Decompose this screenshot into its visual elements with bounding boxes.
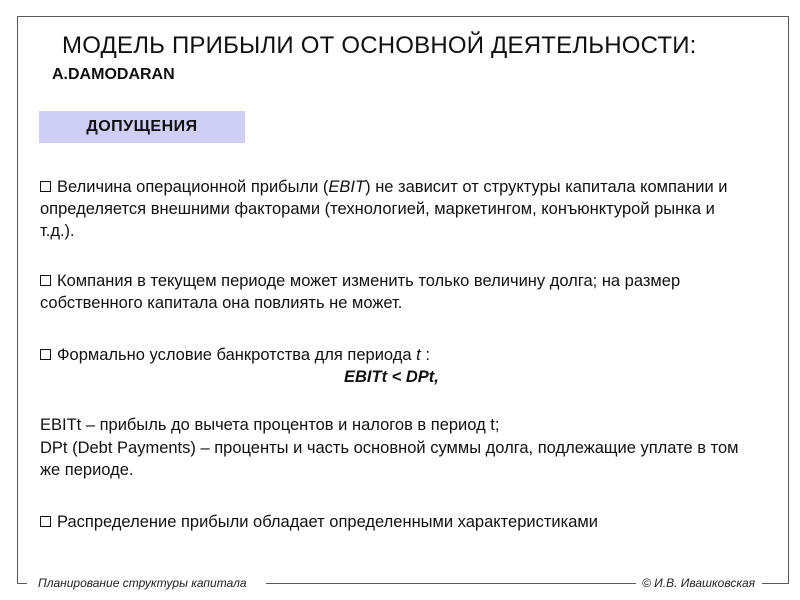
assumption-1-text-after: ) не зависит от структуры капитала компании и определяется внешними факторами (технологией, маркетингом, конъюнктурой рынка и т.д.). [40,178,728,240]
section-header-label: ДОПУЩЕНИЯ [86,118,198,135]
frame-line-right [788,16,789,584]
frame-line-bottom-middle [266,583,636,584]
assumption-1-text-before: Величина операционной прибыли ( [57,178,329,196]
definition-dpt: DPt (Debt Payments) – проценты и часть основной суммы долга, подлежащие уплате в том же периоде. [40,439,739,479]
checkbox-icon [40,275,51,286]
assumption-3-text-before: Формально условие банкротства для периода [57,346,417,364]
assumption-2 [40,270,740,314]
frame-line-left [17,16,18,584]
frame-line-top [17,16,789,17]
assumption-3-text-after: : [420,346,430,364]
assumption-1-ebit: EBIT [328,178,366,196]
frame-line-bottom-right [762,583,789,584]
assumption-3 [40,344,740,366]
assumption-4-text: Распределение прибыли обладает определенными характеристиками [57,513,598,531]
checkbox-icon [40,516,51,527]
definition-ebitt: EBITt – прибыль до вычета процентов и налогов в период t; [40,416,500,434]
footer-course-title: Планирование структуры капитала [38,576,247,590]
assumption-1 [40,176,740,242]
footer-copyright: © И.В. Ивашковская [642,576,756,590]
checkbox-icon [40,349,51,360]
slide-author: A.DAMODARAN [52,66,175,83]
bankruptcy-formula: EBITt < DPt, [344,368,439,386]
assumption-4 [40,511,740,533]
frame-line-bottom-left [17,583,27,584]
assumption-3-period-t: t [416,346,421,364]
assumption-2-text: Компания в текущем периоде может изменить только величину долга; на размер собственного капитала она повлиять не может. [40,272,681,312]
section-header-box [39,111,245,143]
slide-title: МОДЕЛЬ ПРИБЫЛИ ОТ ОСНОВНОЙ ДЕЯТЕЛЬНОСТИ: [62,32,697,59]
checkbox-icon [40,181,51,192]
